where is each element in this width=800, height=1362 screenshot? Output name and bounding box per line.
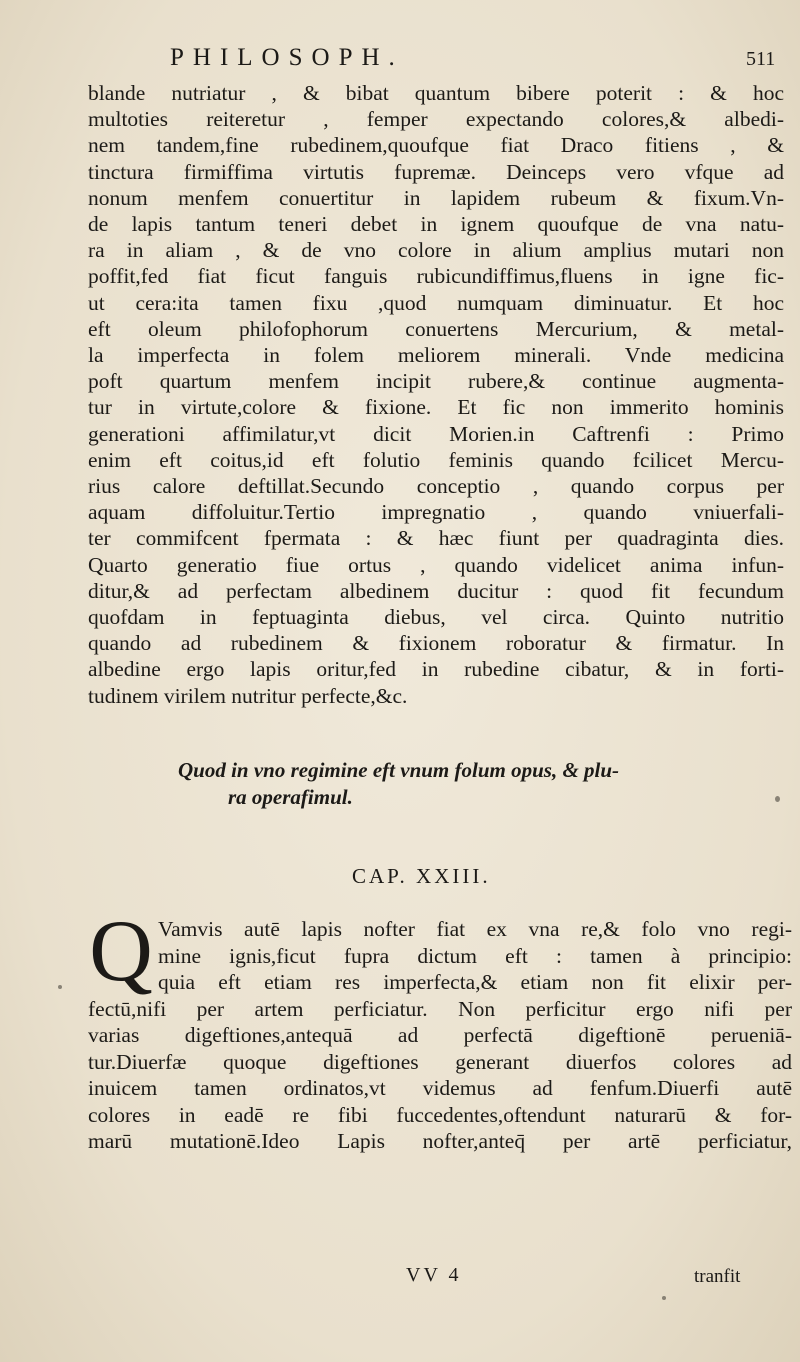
chapter-heading: CAP. XXIII. — [352, 864, 491, 888]
text-line: blande nutriatur , & bibat quantum bibere poterit : & hoc — [88, 81, 784, 105]
text-line: tur in virtute,colore & fixione. Et fic non immerito hominis — [88, 395, 784, 420]
text-line: quofdam in feptuaginta diebus, vel circa. Quinto nutritio — [88, 605, 784, 630]
ink-speck — [58, 985, 62, 989]
text-line: poft quartum menfem incipit rubere,& continue augmenta- — [88, 369, 784, 394]
text-line: quando ad rubedinem & fixionem roboratur & firmatur. In — [88, 631, 784, 656]
text-line: quia eft etiam res imperfecta,& etiam non fit elixir per- — [158, 970, 792, 994]
text-line: eft oleum philofophorum conuertens Mercurium, & metal- — [88, 316, 784, 341]
text-line: mine ignis,ficut fupra dictum eft : tamen à principio: — [158, 943, 792, 968]
text-line: inuicem tamen ordinatos,vt videmus ad fenfum.Diuerfi autē — [88, 1076, 792, 1100]
page-number: 511 — [746, 48, 776, 70]
heading-line: ra operafimul. — [228, 785, 353, 809]
catchword: tranfit — [694, 1266, 741, 1287]
text-line: varias digeftiones,antequā ad perfectā digeftionē perueniā- — [88, 1023, 792, 1047]
signature-mark: VV 4 — [406, 1264, 462, 1286]
text-line: tudinem virilem nutritur perfecte,&c. — [88, 683, 408, 708]
text-line: colores in eadē re fibi fuccedentes,oftendunt naturarū & for- — [88, 1102, 792, 1127]
drop-cap: Q — [89, 903, 153, 1000]
text-line: ra in aliam , & de vno colore in alium amplius mutari non — [88, 238, 784, 263]
text-line: ut cera:ita tamen fixu ,quod numquam diminuatur. Et hoc — [88, 290, 784, 315]
text-line: nonum menfem conuertitur in lapidem rubeum & fixum.Vn- — [88, 185, 784, 210]
text-line: poffit,fed fiat ficut fanguis rubicundiffimus,fluens in igne fic- — [88, 264, 784, 289]
text-line: ditur,& ad perfectam albedinem ducitur : quod fit fecundum — [88, 578, 784, 603]
text-line: generationi affimilatur,vt dicit Morien.in Caftrenfi : Primo — [88, 421, 784, 446]
text-line: nem tandem,fine rubedinem,quoufque fiat Draco fitiens , & — [88, 133, 784, 158]
text-line: Quarto generatio fiue ortus , quando videlicet anima infun- — [88, 552, 784, 577]
running-title: PHILOSOPH. — [170, 44, 404, 71]
paragraph-1 — [88, 80, 784, 709]
chapter-paragraph — [88, 903, 792, 1155]
text-line: ter commifcent fpermata : & hæc fiunt per quadraginta dies. — [88, 526, 784, 551]
text-line: enim eft coitus,id eft folutio feminis quando fcilicet Mercu- — [88, 447, 784, 472]
running-head — [0, 40, 800, 80]
heading-line: Quod in vno regimine eft vnum folum opus, & plu- — [178, 758, 620, 782]
text-line: la imperfecta in folem meliorem minerali. Vnde medicina — [88, 343, 784, 368]
ink-speck — [662, 1296, 666, 1300]
text-line: Vamvis autē lapis nofter fiat ex vna re,& folo vno regi- — [158, 917, 792, 941]
text-line: marū mutationē.Ideo Lapis nofter,anteq̄ per artē perficiatur, — [88, 1129, 792, 1153]
text-line: rius calore deftillat.Secundo conceptio , quando corpus per — [88, 474, 784, 499]
text-line: fectū,nifi per artem perficiatur. Non perficitur ergo nifi per — [88, 996, 792, 1021]
text-line: de lapis tantum teneri debet in ignem quoufque de vna natu- — [88, 212, 784, 237]
text-line: multoties reiteretur , femper expectando colores,& albedi- — [88, 107, 784, 132]
text-line: tinctura firmiffima virtutis fupremæ. Deinceps vero vfque ad — [88, 159, 784, 184]
text-line: tur.Diuerfæ quoque digeftiones generant diuerfos colores ad — [88, 1049, 792, 1074]
text-line: aquam diffoluitur.Tertio impregnatio , quando vniuerfali- — [88, 500, 784, 525]
section-heading — [178, 757, 778, 811]
text-line: albedine ergo lapis oritur,fed in rubedine cibatur, & in forti- — [88, 657, 784, 682]
